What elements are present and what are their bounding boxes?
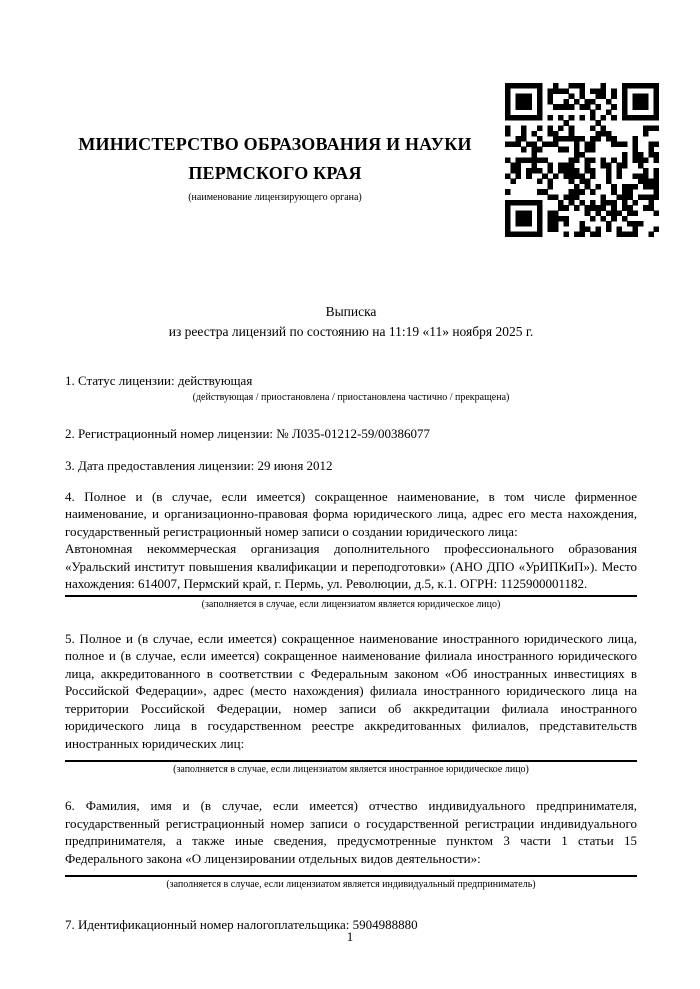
- legal-entity-caption: (заполняется в случае, если лицензиатом является юридическое лицо): [201, 598, 501, 610]
- license-grant-date: 3. Дата предоставления лицензии: 29 июня 2012: [65, 458, 333, 473]
- field-legal-entity: [65, 488, 637, 612]
- field-entrepreneur: [65, 797, 637, 892]
- document-title: [65, 302, 637, 342]
- ministry-name-line1: МИНИСТЕРСТВО ОБРАЗОВАНИЯ И НАУКИ: [78, 134, 472, 154]
- extract-subtitle: из реестра лицензий по состоянию на 11:19 «11» ноября 2025 г.: [168, 324, 534, 339]
- ministry-name-line2: ПЕРМСКОГО КРАЯ: [188, 163, 362, 183]
- license-status-value: 1. Статус лицензии: действующая: [65, 373, 253, 388]
- legal-entity-intro: 4. Полное и (в случае, если имеется) сокращенное наименование, в том числе фирменное наименование, и организационно-правовая форма юридического лица, адрес его места нахождения, государственный регистрационный номер записи о создании юридического лица:: [65, 488, 637, 539]
- taxpayer-id-value: 7. Идентификационный номер налогоплательщика: 5904988880: [65, 917, 418, 932]
- extract-fields: [65, 372, 637, 934]
- licensing-authority-header: [65, 0, 485, 204]
- field-registration-number: [65, 425, 637, 443]
- qr-code: [505, 83, 659, 237]
- field-license-status: [65, 372, 637, 405]
- field-foreign-entity: [65, 630, 637, 778]
- license-status-options-caption: (действующая / приостановлена / приостановлена частично / прекращена): [192, 391, 510, 403]
- field-grant-date: [65, 457, 637, 475]
- entrepreneur-intro: 6. Фамилия, имя и (в случае, если имеется) отчество индивидуального предпринимателя, государственный регистрационный номер записи о государственной регистрации индивидуального предпринимателя, а также иные сведения, предусмотренные пунктом 3 части 1 статьи 15 Федерального закона «О лицензировании отдельных видов деятельности»:: [65, 798, 637, 866]
- foreign-entity-caption: (заполняется в случае, если лицензиатом является иностранное юридическое лицо): [173, 764, 529, 775]
- entrepreneur-caption: (заполняется в случае, если лицензиатом является индивидуальный предприниматель): [166, 879, 536, 890]
- extract-title: Выписка: [325, 304, 377, 319]
- license-registration-number: 2. Регистрационный номер лицензии: № Л035-01212-59/00386077: [65, 425, 431, 441]
- foreign-entity-blank-line: [65, 759, 637, 762]
- foreign-entity-intro: 5. Полное и (в случае, если имеется) сокращенное наименование иностранного юридического лица, полное и (в случае, если имеется) сокращенное наименование филиала иностранного юридического лица, аккредитованного в соответствии с Федеральным законом «Об иностранных инвестициях в Российской Федерации», адрес (место нахождения) филиала иностранного юридического лица на территории Российской Федерации, номер записи об аккредитации филиала иностранного юридического лица в государственном реестре аккредитованных филиалов, представительств иностранных юридических лиц:: [65, 630, 637, 751]
- qr-code-graphic: [505, 83, 659, 237]
- licensing-authority-caption: (наименование лицензирующего органа): [188, 192, 362, 203]
- legal-entity-value: Автономная некоммерческая организация дополнительного профессионального образования «Уральский институт повышения квалификации и переподготовки» (АНО ДПО «УрИПКиП»). Место нахождения: 614007, Пермский край, г. Пермь, ул. Революции, д.5, к.1. ОГРН: 1125900001182.: [65, 540, 637, 597]
- page-number: 1: [346, 929, 354, 944]
- entrepreneur-blank-line: [65, 874, 637, 877]
